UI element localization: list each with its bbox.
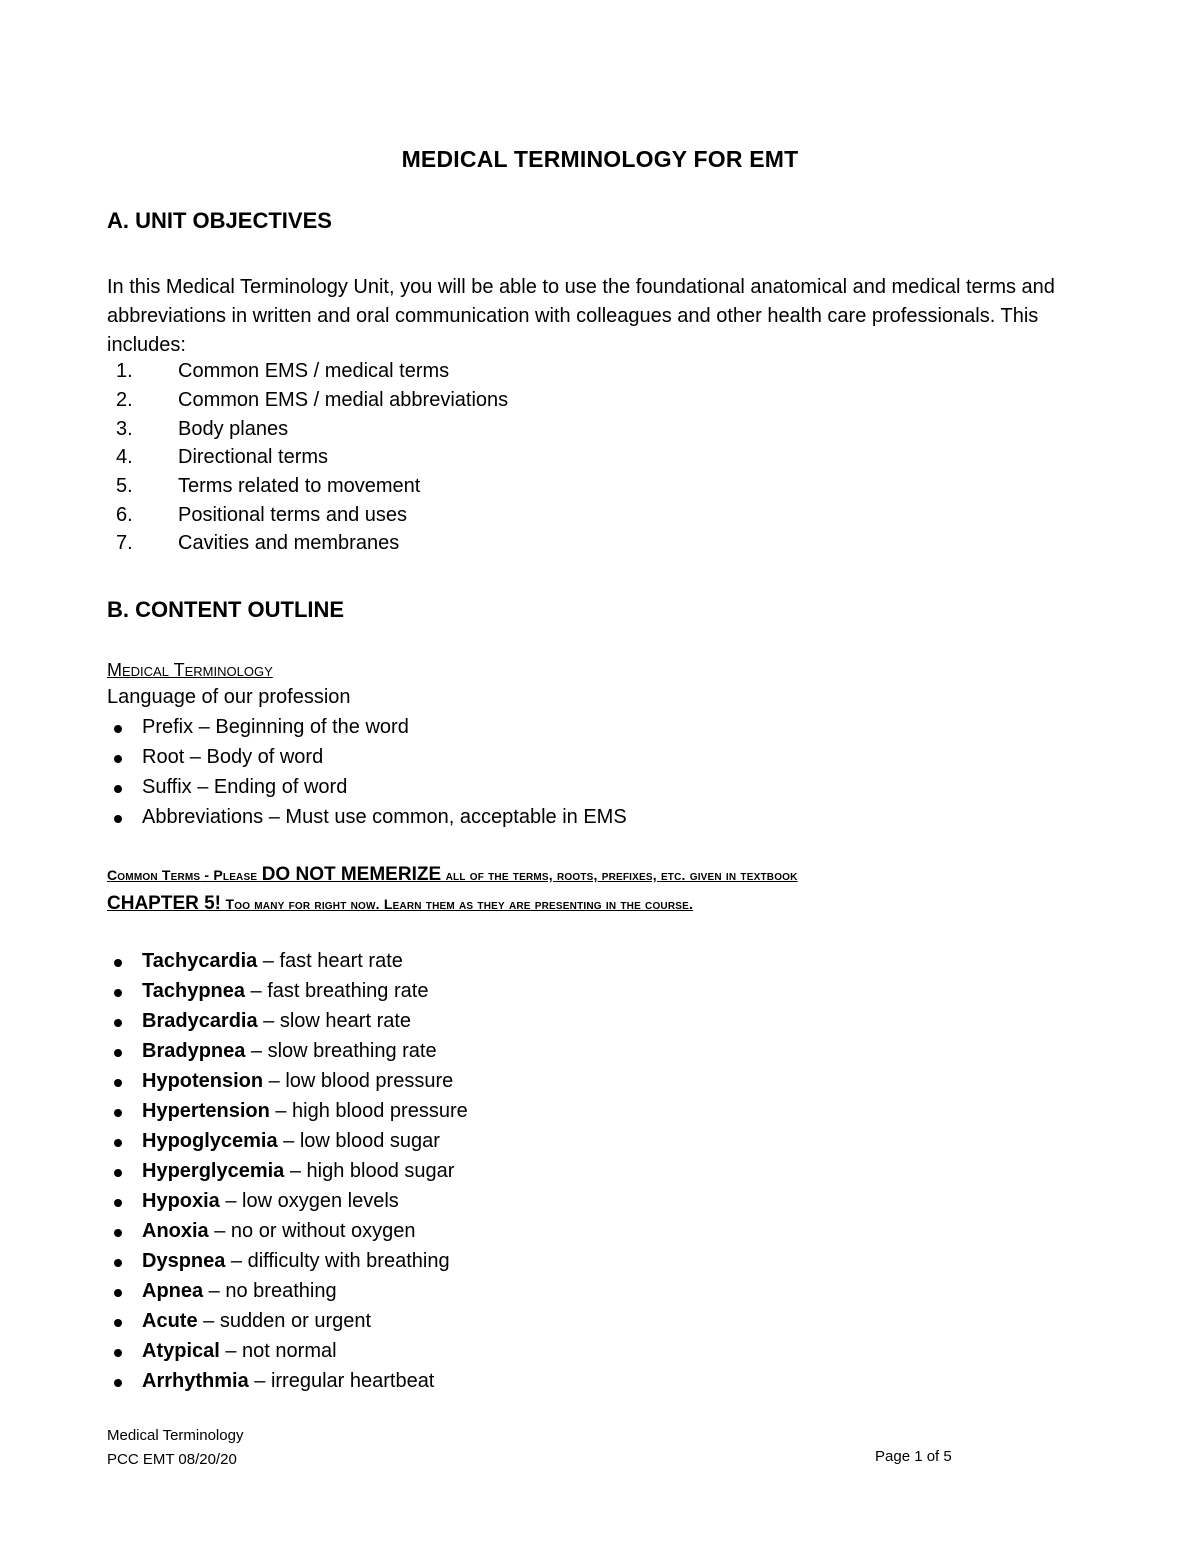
bullet-icon bbox=[114, 725, 122, 733]
section-a-heading: A. UNIT OBJECTIVES bbox=[107, 208, 332, 233]
bullet-icon bbox=[114, 815, 122, 823]
common-terms-subheading: Common Terms - Please DO NOT MEMERIZE all of the terms, roots, prefixes, etc. given in textbook bbox=[107, 864, 798, 885]
bullet-icon bbox=[114, 1139, 122, 1147]
medical-terminology-subheading: Medical Terminology bbox=[107, 660, 273, 680]
bullet-icon bbox=[114, 1229, 122, 1237]
document-title: MEDICAL TERMINOLOGY FOR EMT bbox=[401, 146, 799, 172]
bullet-icon bbox=[114, 1379, 122, 1387]
bullet-icon bbox=[114, 1289, 122, 1297]
objectives-intro: In this Medical Terminology Unit, you will be able to use the foundational anatomical and medical terms and abbreviations in written and oral communication with colleagues and other health care professionals. This includes: bbox=[107, 276, 1055, 356]
bullet-icon bbox=[114, 785, 122, 793]
bullet-icon bbox=[114, 1169, 122, 1177]
medical-terminology-lead: Language of our profession bbox=[107, 686, 351, 708]
bullet-icon bbox=[114, 1079, 122, 1087]
bullet-icon bbox=[114, 1259, 122, 1267]
bullet-icon bbox=[114, 755, 122, 763]
footer-course-date: PCC EMT 08/20/20 bbox=[107, 1451, 237, 1468]
bullet-icon bbox=[114, 1319, 122, 1327]
bullet-icon bbox=[114, 1049, 122, 1057]
bullet-icon bbox=[114, 1109, 122, 1117]
footer-course-name: Medical Terminology bbox=[107, 1427, 244, 1444]
bullet-icon bbox=[114, 1349, 122, 1357]
bullet-icon bbox=[114, 1199, 122, 1207]
footer-left bbox=[107, 1424, 243, 1472]
document-page: MEDICAL TERMINOLOGY FOR EMT A. UNIT OBJECTIVES In this Medical Terminology Unit, you will be able to use the foundational anatomical and medical terms and abbreviations in written and oral communication with colleagues and other health care professionals. This includes: 1. Common EMS / medical terms 2. Common EMS / medial abbreviations 3. Body planes 4. Directional terms 5. Terms related to movement 6. Positional terms and uses 7. Cavities and membranes B. CONTENT OUTLINE Medical Terminology Language of our profession Prefix – Beginning of the word Root – Body of word Suffix – Ending of word Abbreviations – Must use common, acceptable in EMS Common Terms - Please DO NOT MEMERIZE all of the terms, roots, prefixes, etc. given in textbook CHAPTER 5! Too many for right now. Learn them as they are presenting in the course. Tachycardia – fast heart rate Tachypnea – fast breathing rate Bradycardia – slow heart rate Bradypnea – slow breathing rate Hypotension – low blood pressure Hypertension – high blood pressure Hypoglycemia – low blood sugar Hyperglycemia – high blood sugar Hypoxia – low oxygen levels Anoxia – no or without oxygen Dyspnea – difficulty with breathing Apnea – no breathing Acute – sudden or urgent Atypical – not normal Arrhythmia – irregular heartbeat Medical Terminology PCC EMT 08/20/20 Page 1 of 5 bbox=[0, 0, 1200, 1553]
section-b-heading: B. CONTENT OUTLINE bbox=[107, 597, 345, 622]
bullet-icon bbox=[114, 959, 122, 967]
bullet-icon bbox=[114, 1019, 122, 1027]
page-number: Page 1 of 5 bbox=[875, 1448, 952, 1465]
common-terms-subheading-line-2: CHAPTER 5! Too many for right now. Learn them as they are presenting in the course. bbox=[107, 893, 694, 914]
bullet-icon bbox=[114, 989, 122, 997]
